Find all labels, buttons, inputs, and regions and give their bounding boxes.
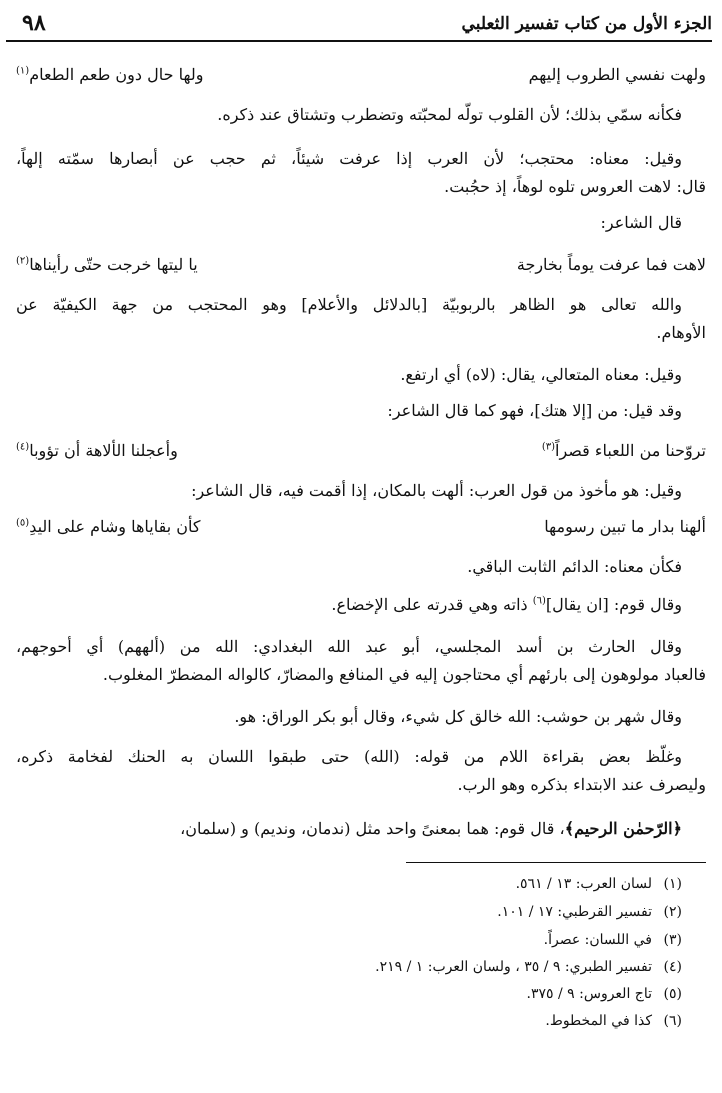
paragraph: قال الشاعر: (600, 213, 682, 232)
paragraph-text: وقال قوم: [ان يقال] (545, 595, 682, 614)
paragraph-line: وقال الحارث بن أسد المجلسي، أبو عبد الله البغدادي: الله من (ألههم) أي أحوجهم، (16, 637, 682, 656)
footnote-text: في اللسان: عصراً. (543, 932, 652, 948)
verse-hemistich: لاهت فما عرفت يوماً بخارجة (516, 255, 706, 274)
verse-hemistich: وأعجلنا الألاهة أن تؤوبا (29, 441, 178, 460)
paragraph-line: الأوهام. (656, 323, 706, 342)
paragraph-line: وليصرف عند الابتداء بذكره وهو الرب. (457, 775, 706, 794)
paragraph: فكأنه سمّي بذلك؛ لأن القلوب تولّه لمحبّته وتضطرب وتشتاق عند ذكره. (217, 105, 682, 124)
footnote-number: (١) (663, 876, 682, 892)
verse-hemistich: تروّحنا من اللعباء قصراً (555, 441, 706, 460)
footnote (375, 957, 682, 977)
footnote-text: تفسير الطبري: ٩ / ٣٥ ، ولسان العرب: ١ / ٢١٩. (375, 959, 652, 975)
paragraph: فكأن معناه: الدائم الثابت الباقي. (467, 557, 682, 576)
verse-line-4 (16, 516, 706, 540)
footnote-text: لسان العرب: ١٣ / ٥٦١. (515, 876, 652, 892)
footnote-ref: (٣) (541, 441, 556, 453)
paragraph: وقد قيل: من [إلا هتك]، فهو كما قال الشاعر: (387, 401, 682, 420)
verse-hemistich: يا ليتها خرجت حتّى رأيناها (29, 255, 198, 274)
footnote (544, 930, 682, 950)
footnote-number: (٢) (663, 904, 682, 920)
verse-line-2 (16, 254, 706, 278)
footnote-ref: (٤) (16, 441, 30, 453)
footnote-rule (406, 862, 706, 863)
footnote-text: تفسير القرطبي: ١٧ / ١٠١. (497, 904, 652, 920)
footnote-ref: (٥) (16, 517, 30, 529)
footnote (527, 984, 682, 1004)
verse-hemistich: كأن بقاياها وشام على اليدِ (29, 517, 201, 536)
running-title: الجزء الأول من كتاب تفسير الثعلبي (461, 14, 712, 34)
verse-hemistich: ألهنا بدار ما تبين رسومها (544, 517, 706, 536)
footnote-ref: (٦) (532, 595, 546, 607)
page-header (6, 10, 712, 40)
footnote (516, 874, 682, 894)
footnote (545, 1011, 682, 1031)
footnote-ref: (١) (16, 65, 30, 77)
paragraph-line: وغلّظ بعض بقراءة اللام من قوله: (الله) حتى طبقوا اللسان به الحنك لفخامة ذكره، (16, 747, 682, 766)
footnote-number: (٤) (663, 959, 682, 975)
footnote-text: كذا في المخطوط. (545, 1013, 652, 1029)
paragraph-text: ، قال قوم: هما بمعنىً واحد مثل (ندمان، ونديم) و (سلمان، (180, 819, 565, 838)
footnote-text: تاج العروس: ٩ / ٣٧٥. (526, 986, 652, 1002)
verse-hemistich: ولهت نفسي الطروب إليهم (528, 65, 706, 84)
verse-line-3 (16, 440, 706, 464)
footnote (497, 902, 682, 922)
paragraph (16, 818, 682, 840)
page-number: ٩٨ (22, 10, 46, 36)
footnote-ref: (٢) (16, 255, 30, 267)
quran-phrase: ﴿الرّحمٰن الرحيم﴾ (564, 819, 682, 838)
paragraph-line: والله تعالى هو الظاهر بالربوبيّة [بالدلائل والأعلام] وهو المحتجب من جهة الكيفيّة عن (16, 295, 682, 314)
paragraph: وقيل: معناه المتعالي، يقال: (لاه) أي ارتفع. (400, 365, 682, 384)
paragraph-line: قال: لاهت العروس تلوه لوهاً، إذ حجُبت. (444, 177, 706, 196)
paragraph: وقيل: هو مأخوذ من قول العرب: ألهت بالمكان، إذا أقمت فيه، قال الشاعر: (191, 481, 682, 500)
verse-line-1 (16, 64, 706, 88)
footnote-number: (٥) (663, 986, 682, 1002)
header-rule (6, 40, 712, 42)
footnote-number: (٣) (663, 932, 682, 948)
paragraph-text: ذاته وهي قدرته على الإخضاع. (331, 595, 533, 614)
footnote-number: (٦) (663, 1013, 682, 1029)
paragraph-line: وقيل: معناه: محتجب؛ لأن العرب إذا عرفت شيئاً، ثم حجب عن أبصارها سمّته إلهاً، (16, 149, 682, 168)
paragraph (16, 594, 682, 616)
paragraph-line: فالعباد مولوهون إلى بارئهم أي محتاجون إليه في المنافع والمضارّ، كالواله المضطرّ المغلوب. (102, 665, 706, 684)
verse-hemistich: ولها حال دون طعم الطعام (29, 65, 204, 84)
paragraph: وقال شهر بن حوشب: الله خالق كل شيء، وقال أبو بكر الوراق: هو. (234, 707, 682, 726)
